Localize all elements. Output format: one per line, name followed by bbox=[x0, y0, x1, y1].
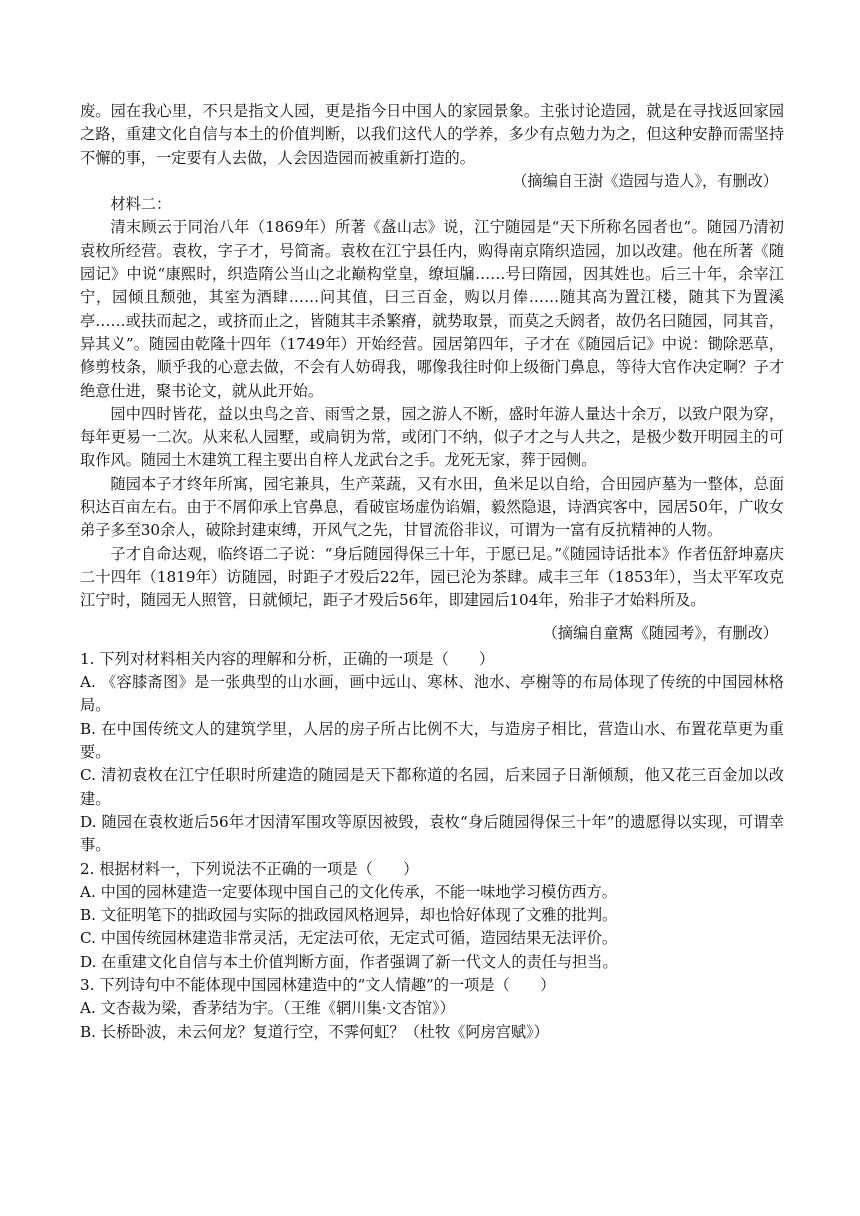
option-b: B. 长桥卧波，未云何龙？复道行空，不霁何虹？（杜牧《阿房宫赋》） bbox=[80, 1022, 549, 1041]
material1-closing-paragraph: 废。园在我心里，不只是指文人园，更是指今日中国人的家园景象。主张讨论造园，就是在寻找返回家园之路，重建文化自信与本土的价值判断，以我们这代人的学养，多少有点勉力为之，但这种安静而需坚持不懈的事，一定要有人去做，人会因造园而被重新打造的。 bbox=[80, 102, 784, 167]
material2-paragraph: 清末顾云于同治八年（1869年）所著《盋山志》说，江宁随园是“天下所称名园者也”。随园乃清初袁枚所经营。袁枚，字子才，号简斋。袁枚在江宁县任内，购得南京隋织造园，加以改建。他在所著《随园记》中说“康熙时，织造隋公当山之北巅构堂皇，缭垣牖……号曰隋园，因其姓也。后三十年，余宰江宁，园倾且颓弛，其室为酒肆……问其值，曰三百金，购以月俸……随其高为置江楼，随其下为置溪亭……或扶而起之，或挤而止之，皆随其丰杀繁瘠，就势取景，而莫之夭阏者，故仍名曰随园，同其音，异其义”。随园由乾隆十四年（1749年）开始经营。园居第四年，子才在《随园后记》中说：锄除恶草，修剪枝条，顺乎我的心意去做，不会有人妨碍我，哪像我往时仰上级衙门鼻息，等待大官作决定啊？子才绝意仕进，聚书论文，就从此开始。 bbox=[80, 218, 784, 400]
material1-source: （摘编自王澍《造园与造人》，有删改） bbox=[512, 171, 778, 190]
material2-paragraph: 园中四时皆花，益以虫鸟之音、雨雪之景，园之游人不断，盛时年游人量达十余万，以致户限为穿，每年更易一二次。从来私人园墅，或扃钥为常，或闭门不纳，似子才之与人共之，是极少数开明园主的可取作风。随园土木建筑工程主要出自梓人龙武台之手。龙死无家，葬于园侧。 bbox=[80, 404, 784, 470]
question-stem: 2. 根据材料一，下列说法不正确的一项是（ ） bbox=[80, 859, 419, 878]
material2-paragraph: 随园本子才终年所寓，园宅兼具，生产菜蔬，又有水田，鱼米足以自给，合田园庐墓为一整体，总面积达百亩左右。由于不屑仰承上官鼻息，看破宦场虚伪谄媚，毅然隐退，诗酒宾客中，园居50年，广收女弟子多至30余人，破除封建束缚，开风气之先，甘冒流俗非议，可谓为一富有反抗精神的人物。 bbox=[80, 474, 784, 540]
material2-source: （摘编自童寯《随园考》，有删改） bbox=[542, 623, 778, 642]
question-1 bbox=[80, 648, 784, 858]
option-b: B. 文征明笔下的拙政园与实际的拙政园风格迥异，却也恰好体现了文雅的批判。 bbox=[80, 906, 618, 925]
material2-heading: 材料二： bbox=[110, 195, 172, 214]
material2-paragraph: 子才自命达观，临终语二子说：“身后随园得保三十年，于愿已足。”《随园诗话批本》作者伍舒坤嘉庆二十四年（1819年）访随园，时距子才殁后22年，园已沦为茶肆。咸丰三年（1853年），当太平军攻克江宁时，随园无人照管，日就倾圮，距子才殁后56年，即建园后104年，殆非子才始料所及。 bbox=[80, 544, 784, 610]
option-c: C. 中国传统园林建造非常灵活，无定法可依，无定式可循，造园结果无法评价。 bbox=[80, 929, 618, 948]
option-d: D. 随园在袁枚逝后56年才因清军围攻等原因被毁，袁枚“身后随园得保三十年”的遗愿得以实现，可谓幸事。 bbox=[80, 812, 784, 855]
question-2 bbox=[80, 858, 784, 974]
option-d: D. 在重建文化自信与本土价值判断方面，作者强调了新一代文人的责任与担当。 bbox=[80, 952, 618, 971]
option-a: A. 文杏裁为梁，香茅结为宇。（王维《辋川集·文杏馆》） bbox=[80, 999, 455, 1018]
question-stem: 3. 下列诗句中不能体现中国园林建造中的“文人情趣”的一项是（ ） bbox=[80, 975, 556, 994]
option-b: B. 在中国传统文人的建筑学里，人居的房子所占比例不大，与造房子相比，营造山水、布置花草更为重要。 bbox=[80, 719, 784, 762]
option-a: A. 《容膝斋图》是一张典型的山水画，画中远山、寒林、池水、亭榭等的布局体现了传统的中国园林格局。 bbox=[80, 673, 784, 715]
question-stem: 1. 下列对材料相关内容的理解和分析，正确的一项是（ ） bbox=[80, 649, 495, 668]
option-c: C. 清初袁枚在江宁任职时所建造的随园是天下都称道的名园，后来园子日渐倾颓，他又花三百金加以改建。 bbox=[80, 766, 784, 808]
question-3 bbox=[80, 974, 784, 1044]
option-a: A. 中国的园林建造一定要体现中国自己的文化传承，不能一味地学习模仿西方。 bbox=[80, 882, 617, 901]
